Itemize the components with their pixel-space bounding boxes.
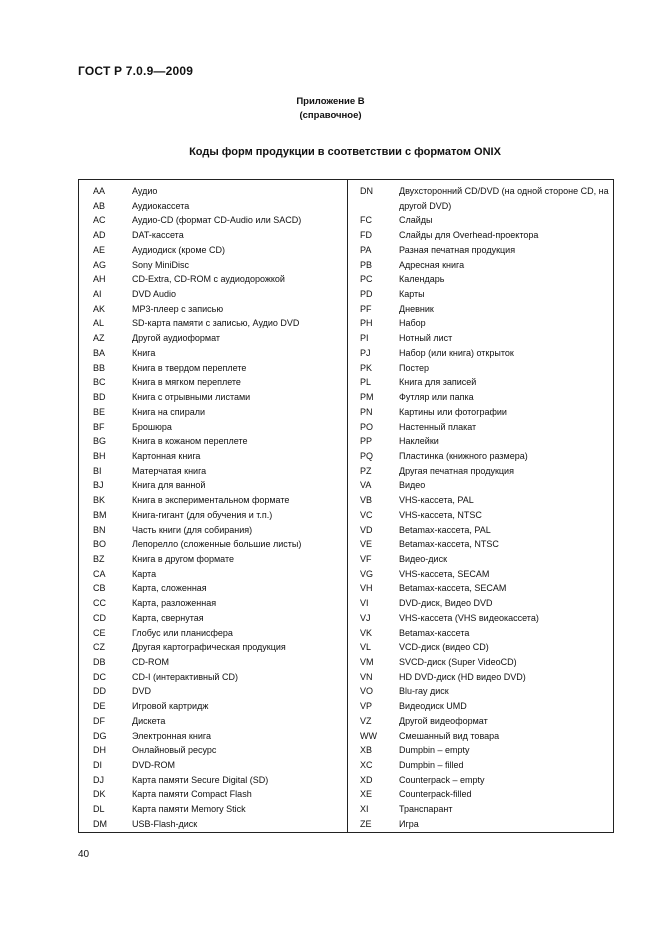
form-code: AK (93, 303, 106, 314)
form-code: VI (360, 598, 369, 609)
form-code: CZ (93, 642, 105, 653)
form-description: Слайды для Overhead-проектора (399, 230, 539, 241)
form-description: VHS-кассета, PAL (399, 495, 474, 506)
form-code: BK (93, 495, 106, 506)
form-code: DC (93, 671, 106, 682)
form-description: Betamax-кассета, PAL (399, 524, 491, 535)
table-row (347, 596, 614, 611)
table-row (347, 699, 614, 714)
form-description: CD-I (интерактивный CD) (132, 671, 238, 682)
form-code: ZE (360, 818, 372, 829)
form-description: Игра (399, 818, 419, 829)
table-row (79, 199, 347, 214)
table-row (79, 464, 347, 479)
form-description: Наклейки (399, 436, 439, 447)
table-row (79, 567, 347, 582)
form-code: CC (93, 598, 106, 609)
table-row (79, 714, 347, 729)
table-row (347, 272, 614, 287)
form-description: Аудио (132, 186, 158, 196)
form-description: Книга в твердом переплете (132, 362, 247, 373)
table-row (347, 464, 614, 479)
table-row (79, 552, 347, 567)
form-description: Набор (399, 318, 426, 329)
table-row (347, 758, 614, 773)
form-description: Набор (или книга) открыток (399, 347, 514, 358)
table-row (347, 773, 614, 788)
form-code: VD (360, 524, 373, 535)
table-row (79, 346, 347, 361)
table-row (347, 405, 614, 420)
form-code: PH (360, 318, 373, 329)
form-code: AE (93, 244, 106, 255)
table-row (347, 361, 614, 376)
form-description: VHS-кассета, SECAM (399, 568, 490, 579)
form-description: Транспарант (399, 804, 453, 815)
annex-heading (0, 95, 661, 123)
table-row (79, 302, 347, 317)
form-code: VH (360, 583, 373, 594)
form-code: XC (360, 760, 373, 771)
table-row (347, 802, 614, 817)
form-code: BC (93, 377, 106, 388)
table-row (347, 213, 614, 228)
form-description: Другой видеоформат (399, 715, 488, 726)
codes-table (78, 179, 614, 833)
table-row (79, 228, 347, 243)
table-row (79, 581, 347, 596)
table-row (347, 228, 614, 243)
form-description: DVD (132, 686, 152, 697)
form-description: DVD-ROM (132, 760, 175, 771)
form-code: VP (360, 701, 373, 712)
table-row (79, 390, 347, 405)
form-code: FD (360, 230, 372, 241)
table-row (79, 787, 347, 802)
table-row (79, 817, 347, 832)
form-code: VJ (360, 612, 371, 623)
table-row (347, 567, 614, 582)
table-row (79, 478, 347, 493)
form-code: PF (360, 303, 372, 314)
form-description: Книга в экспериментальном формате (132, 495, 290, 506)
form-code: AL (93, 318, 105, 329)
form-code: PA (360, 244, 372, 255)
form-description: Книга (132, 347, 156, 358)
form-description: Слайды (399, 215, 433, 226)
table-row (347, 302, 614, 317)
form-code: BE (93, 406, 106, 417)
form-code: PK (360, 362, 373, 373)
form-code: PB (360, 259, 373, 270)
table-row (79, 684, 347, 699)
table-row (347, 684, 614, 699)
form-code: PL (360, 377, 372, 388)
form-description: Электронная книга (132, 730, 211, 741)
table-row (347, 420, 614, 435)
form-description: Другой аудиоформат (132, 333, 221, 344)
form-code: VC (360, 509, 373, 520)
form-code: BH (93, 450, 106, 461)
form-description: Двухсторонний CD/DVD (на одной стороне CD, на другой DVD) (399, 186, 609, 211)
table-row (347, 714, 614, 729)
form-code: AA (93, 186, 106, 196)
form-description: Карта памяти Compact Flash (132, 789, 252, 800)
form-description: Betamax-кассета, SECAM (399, 583, 507, 594)
form-code: DF (93, 715, 105, 726)
form-code: VL (360, 642, 372, 653)
form-code: VF (360, 553, 372, 564)
form-description: DAT-кассета (132, 230, 184, 241)
form-code: PZ (360, 465, 372, 476)
form-description: Карта, свернутая (132, 612, 204, 623)
form-code: PP (360, 436, 373, 447)
form-description: VHS-кассета (VHS видеокассета) (399, 612, 539, 623)
form-description: Брошюра (132, 421, 172, 432)
table-row (79, 596, 347, 611)
table-row (347, 581, 614, 596)
form-description: Аудиодиск (кроме CD) (132, 244, 226, 255)
annex-title: Приложение В (296, 96, 365, 107)
table-row (347, 390, 614, 405)
table-row (79, 287, 347, 302)
form-code: AC (93, 215, 106, 226)
form-code: PO (360, 421, 374, 432)
table-row (347, 243, 614, 258)
form-code: PC (360, 274, 373, 285)
table-row (79, 802, 347, 817)
table-row (347, 817, 614, 832)
table-row (79, 449, 347, 464)
table-row (347, 478, 614, 493)
form-code: VK (360, 627, 373, 638)
form-code: DI (93, 760, 102, 771)
form-description: Видео-диск (399, 553, 448, 564)
table-row (79, 272, 347, 287)
form-description: Книга для ванной (132, 480, 206, 491)
form-description: Карта, разложенная (132, 598, 217, 609)
form-description: Аудио-CD (формат CD-Audio или SACD) (132, 215, 302, 226)
form-code: VZ (360, 715, 372, 726)
form-code: VN (360, 671, 373, 682)
table-row (347, 670, 614, 685)
form-code: DN (360, 186, 373, 196)
left-column (79, 184, 347, 832)
form-code: BD (93, 392, 106, 403)
table-row (347, 287, 614, 302)
form-code: CB (93, 583, 106, 594)
form-description: Книга-гигант (для обучения и т.п.) (132, 509, 273, 520)
form-description: Разная печатная продукция (399, 244, 516, 255)
form-description: Картонная книга (132, 450, 201, 461)
form-code: VE (360, 539, 373, 550)
form-description: Книга с отрывными листами (132, 392, 251, 403)
right-column (347, 184, 614, 832)
form-code: PM (360, 392, 374, 403)
form-description: Видео (399, 480, 426, 491)
form-description: Dumpbin – empty (399, 745, 470, 756)
form-code: DG (93, 730, 107, 741)
table-row (347, 449, 614, 464)
form-description: MP3-плеер с записью (132, 303, 224, 314)
table-row (347, 640, 614, 655)
form-description: Betamax-кассета, NTSC (399, 539, 499, 550)
form-description: Betamax-кассета (399, 627, 470, 638)
table-row (347, 743, 614, 758)
form-code: AG (93, 259, 107, 270)
form-code: BO (93, 539, 107, 550)
table-row (347, 258, 614, 273)
form-description: Книга на спирали (132, 406, 205, 417)
form-description: Часть книги (для собирания) (132, 524, 253, 535)
form-code: CA (93, 568, 106, 579)
form-description: Картины или фотографии (399, 406, 507, 417)
form-description: Пластинка (книжного размера) (399, 450, 528, 461)
table-row (347, 493, 614, 508)
table-row (347, 552, 614, 567)
table-row (79, 758, 347, 773)
form-description: Книга в кожаном переплете (132, 436, 248, 447)
form-description: SD-карта памяти с записью, Аудио DVD (132, 318, 300, 329)
form-description: Книга для записей (399, 377, 477, 388)
form-code: BG (93, 436, 107, 447)
form-code: BM (93, 509, 107, 520)
form-code: XD (360, 774, 373, 785)
form-description: Лепорелло (сложенные большие листы) (132, 539, 302, 550)
table-row (79, 655, 347, 670)
table-row (79, 361, 347, 376)
form-code: CD (93, 612, 106, 623)
form-description: Counterpack-filled (399, 789, 472, 800)
form-description: SVCD-диск (Super VideoCD) (399, 657, 517, 667)
table-row (79, 611, 347, 626)
form-description: Карты (399, 289, 425, 300)
form-description: Карта, сложенная (132, 583, 207, 594)
form-description: Sony MiniDisc (132, 259, 190, 270)
form-code: XB (360, 745, 373, 756)
table-row (347, 331, 614, 346)
table-row (79, 434, 347, 449)
form-code: DD (93, 686, 106, 697)
form-code: AI (93, 289, 102, 300)
form-code: PN (360, 406, 373, 417)
form-code: DE (93, 701, 106, 712)
form-description: VCD-диск (видео CD) (399, 642, 489, 653)
form-code: DH (93, 745, 106, 756)
form-code: BJ (93, 480, 104, 491)
table-row (347, 375, 614, 390)
table-row (347, 729, 614, 744)
form-description: Карта (132, 568, 157, 579)
table-row (79, 375, 347, 390)
form-description: VHS-кассета, NTSC (399, 509, 482, 520)
page-number: 40 (78, 849, 90, 860)
form-code: PD (360, 289, 373, 300)
form-code: PJ (360, 347, 371, 358)
table-row (347, 537, 614, 552)
table-row (79, 773, 347, 788)
form-description: Книга в другом формате (132, 553, 234, 564)
form-description: Дискета (132, 715, 166, 726)
form-description: Карта памяти Memory Stick (132, 804, 246, 815)
form-code: WW (360, 730, 377, 741)
table-row (79, 493, 347, 508)
form-code: PQ (360, 450, 374, 461)
form-description: Counterpack – empty (399, 774, 485, 785)
table-row (347, 787, 614, 802)
form-code: VG (360, 568, 374, 579)
table-row (347, 184, 614, 213)
form-code: CE (93, 627, 106, 638)
form-description: USB-Flash-диск (132, 818, 198, 829)
form-code: AB (93, 200, 106, 211)
form-description: Dumpbin – filled (399, 760, 464, 771)
form-code: DJ (93, 774, 104, 785)
table-row (79, 640, 347, 655)
table-row (79, 258, 347, 273)
form-description: Видеодиск UMD (399, 701, 467, 712)
form-code: DM (93, 818, 107, 829)
form-code: VA (360, 480, 372, 491)
form-code: VM (360, 657, 374, 667)
table-row (347, 434, 614, 449)
form-code: VB (360, 495, 373, 506)
form-code: XE (360, 789, 373, 800)
form-description: HD DVD-диск (HD видео DVD) (399, 671, 526, 682)
table-row (347, 316, 614, 331)
form-description: Календарь (399, 274, 445, 285)
form-code: BB (93, 362, 106, 373)
form-code: BZ (93, 553, 105, 564)
table-row (347, 611, 614, 626)
form-description: Настенный плакат (399, 421, 477, 432)
table-row (347, 346, 614, 361)
form-description: Другая печатная продукция (399, 465, 514, 476)
table-row (79, 184, 347, 199)
annex-type: (справочное) (299, 110, 362, 121)
table-row (79, 523, 347, 538)
table-row (79, 213, 347, 228)
form-description: Аудиокассета (132, 200, 190, 211)
form-description: Онлайновый ресурс (132, 745, 217, 756)
form-code: DL (93, 804, 105, 815)
table-row (79, 537, 347, 552)
table-row (79, 670, 347, 685)
form-code: BF (93, 421, 105, 432)
table-row (79, 405, 347, 420)
table-row (79, 243, 347, 258)
table-row (79, 420, 347, 435)
form-description: Нотный лист (399, 333, 453, 344)
form-description: Другая картографическая продукция (132, 642, 286, 653)
table-row (79, 331, 347, 346)
table-row (79, 743, 347, 758)
table-row (79, 699, 347, 714)
form-description: Карта памяти Secure Digital (SD) (132, 774, 269, 785)
table-title: Коды форм продукции в соответствии с форматом ONIX (189, 146, 501, 158)
form-description: Адресная книга (399, 259, 465, 270)
document-header: ГОСТ Р 7.0.9—2009 (78, 64, 194, 78)
table-row (79, 316, 347, 331)
form-description: Футляр или папка (399, 392, 474, 403)
form-code: XI (360, 804, 369, 815)
form-code: VO (360, 686, 374, 697)
form-code: DB (93, 657, 106, 667)
table-row (347, 626, 614, 641)
form-description: CD-Extra, CD-ROM с аудиодорожкой (132, 274, 285, 285)
form-code: PI (360, 333, 369, 344)
table-row (79, 729, 347, 744)
form-code: BN (93, 524, 106, 535)
form-description: CD-ROM (132, 657, 169, 667)
form-description: Blu-ray диск (399, 686, 449, 697)
form-description: Книга в мягком переплете (132, 377, 241, 388)
form-description: Постер (399, 362, 430, 373)
table-row (347, 523, 614, 538)
form-description: Матерчатая книга (132, 465, 207, 476)
form-code: AZ (93, 333, 105, 344)
form-code: AD (93, 230, 106, 241)
form-code: DK (93, 789, 106, 800)
form-code: BA (93, 347, 106, 358)
form-description: DVD-диск, Видео DVD (399, 598, 493, 609)
form-code: FC (360, 215, 372, 226)
form-description: Смешанный вид товара (399, 730, 500, 741)
form-description: Игровой картридж (132, 701, 209, 712)
form-description: DVD Audio (132, 289, 177, 300)
table-row (79, 626, 347, 641)
form-code: BI (93, 465, 102, 476)
form-description: Дневник (399, 303, 434, 314)
table-row (347, 508, 614, 523)
form-description: Глобус или планисфера (132, 627, 233, 638)
table-row (79, 508, 347, 523)
form-code: AH (93, 274, 106, 285)
table-row (347, 655, 614, 670)
